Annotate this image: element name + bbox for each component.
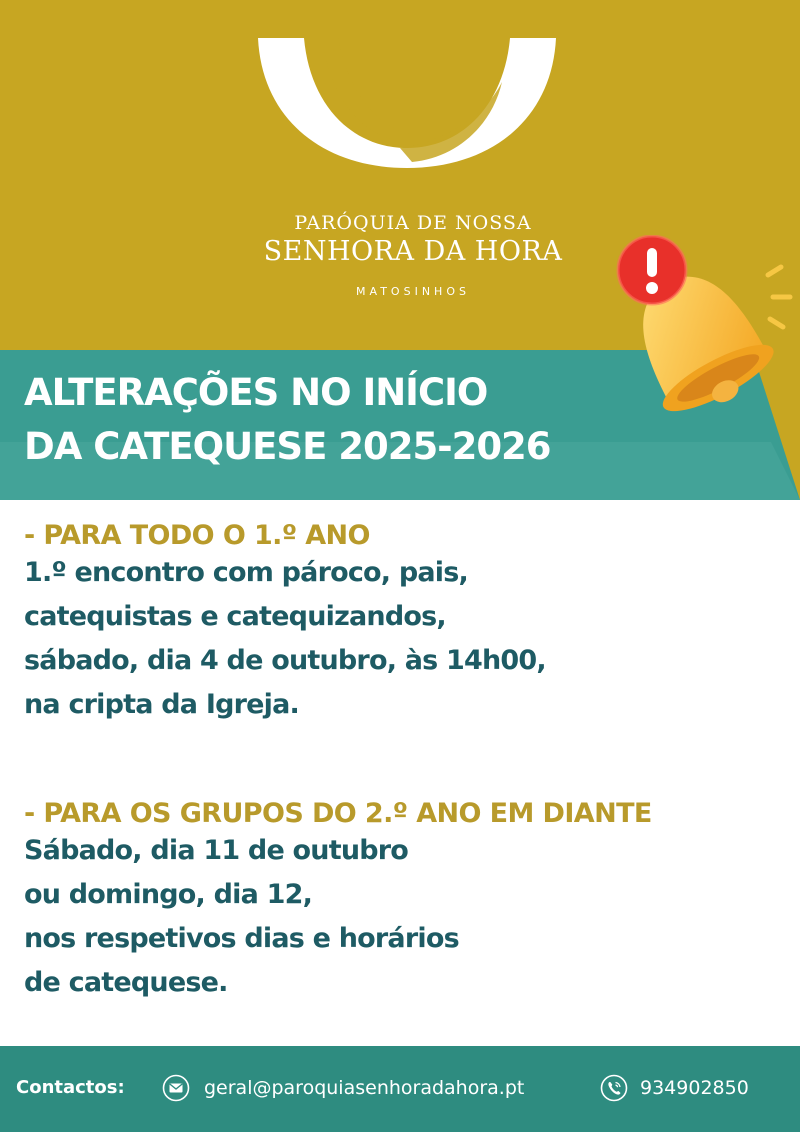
parish-logo-icon — [252, 30, 562, 175]
envelope-icon — [162, 1074, 190, 1102]
headline — [24, 366, 551, 474]
body-line: Sábado, dia 11 de outubro — [24, 835, 409, 866]
phone-link[interactable]: 934902850 — [640, 1077, 749, 1099]
parish-name-line2: SENHORA DA HORA — [263, 236, 563, 267]
phone-icon — [600, 1074, 628, 1102]
contact-footer — [0, 1046, 800, 1132]
headline-line1: ALTERAÇÕES NO INÍCIO — [24, 371, 488, 414]
email-link[interactable]: geral@paroquiasenhoradahora.pt — [204, 1077, 525, 1099]
body-line: de catequese. — [24, 967, 228, 998]
section-heading: - PARA TODO O 1.º ANO — [24, 520, 370, 551]
body-line: nos respetivos dias e horários — [24, 923, 459, 954]
section-body — [24, 551, 546, 727]
alert-bell-icon — [585, 235, 795, 435]
contacts-label: Contactos: — [16, 1077, 125, 1098]
section-second-year-onward — [24, 798, 652, 1005]
section-body — [24, 829, 652, 1005]
body-line: ou domingo, dia 12, — [24, 879, 313, 910]
body-line: 1.º encontro com pároco, pais, — [24, 557, 468, 588]
section-heading: - PARA OS GRUPOS DO 2.º ANO EM DIANTE — [24, 798, 652, 829]
body-line: catequistas e catequizandos, — [24, 601, 446, 632]
section-first-year — [24, 520, 546, 727]
body-line: na cripta da Igreja. — [24, 689, 299, 720]
headline-line2: DA CATEQUESE 2025-2026 — [24, 425, 551, 468]
parish-city: MATOSINHOS — [356, 285, 470, 298]
parish-name-line1: PARÓQUIA DE NOSSA — [294, 212, 532, 234]
body-line: sábado, dia 4 de outubro, às 14h00, — [24, 645, 546, 676]
